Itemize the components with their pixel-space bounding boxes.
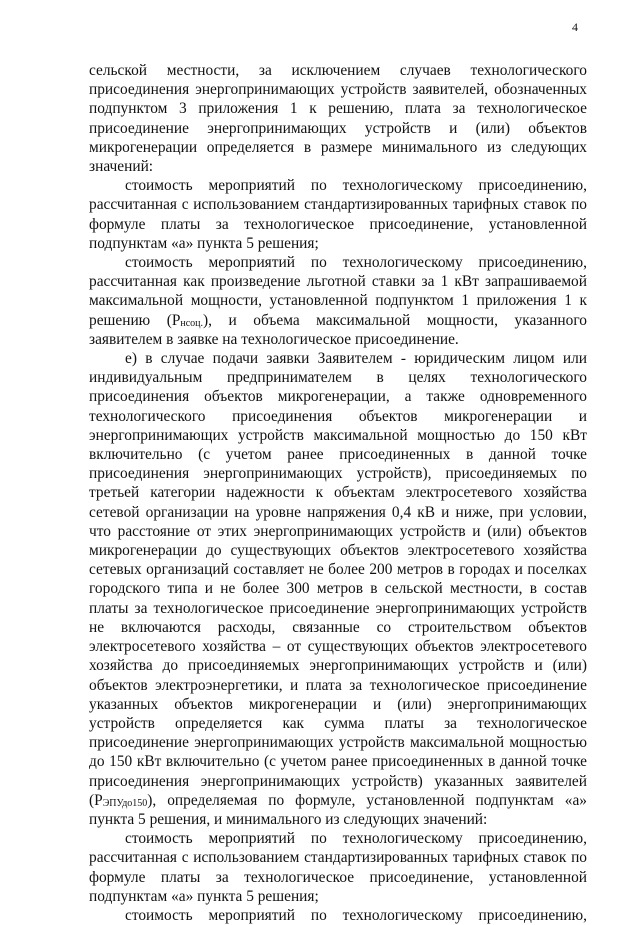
paragraph-4-text-start: е) в случае подачи заявки Заявителем - юридическим лицом или индивидуальным предпринимателем в целях технологического присоединения объектов микрогенерации, а также одновременного технологического присоединения объектов микрогенерации и энергопринимающих устройств максимальной мощностью до 150 кВт включительно (с учетом ранее присоединенных в данной точке присоединения энергопринимающих устройств), присоединяемых по третьей категории надежности к объектам электросетевого хозяйства сетевой организации на уровне напряжения 0,4 кВ и ниже, при условии, что расстояние от этих энергопринимающих устройств и (или) объектов микрогенерации до существующих объектов электросетевого хозяйства сетевых организаций составляет не более 200 метров в городах и поселках городского типа и не более 300 метров в сельской местности, в состав платы за технологическое присоединение энергопринимающих устройств не включаются расходы, связанные со строительством объектов электросетевого хозяйства – от существующих объектов электросетевого хозяйства до присоединяемых энергопринимающих устройств и (или) объектов электроэнергетики, и плата за технологическое присоединение указанных объектов микрогенерации и (или) энергопринимающих устройств определяется как сумма платы за технологическое присоединение энергопринимающих устройств максимальной мощностью до 150 кВт включительно (с учетом ранее присоединенных в данной точке присоединения энергопринимающих устройств) указанных заявителей (Р: [89, 350, 587, 809]
paragraph-4: [89, 349, 587, 829]
paragraph-3-text-end: ), и объема максимальной мощности, указанного заявителем в заявке на технологическое присоединение.: [89, 311, 587, 348]
page-number: 4: [572, 20, 578, 34]
paragraph-2: стоимость мероприятий по технологическому присоединению, рассчитанная с использованием стандартизированных тарифных ставок по формуле платы за технологическое присоединение, установленной подпунктам «а» пункта 5 решения;: [89, 177, 587, 252]
paragraph-3: [89, 253, 587, 349]
formula-subscript-nsoc: нсоц.: [180, 317, 204, 329]
paragraph-1: сельской местности, за исключением случаев технологического присоединения энергопринимающих устройств заявителей, обозначенных подпунктом 3 приложения 1 к решению, плата за технологическое присоединение энергопринимающих устройств и (или) объектов микрогенерации определяется в размере минимального из следующих значений:: [89, 62, 587, 176]
formula-subscript-epu150: ЭПУдо150: [102, 797, 148, 809]
paragraph-4-text-end: ), определяемая по формуле, установленной подпунктам «а» пункта 5 решения, и минимального из следующих значений:: [89, 791, 587, 828]
paragraph-3-text-start: стоимость мероприятий по технологическому присоединению, рассчитанная как произведение льготной ставки за 1 кВт запрашиваемой максимальной мощности, установленной подпунктом 1 приложения 1 к решению (Р: [89, 254, 587, 329]
document-body: [89, 61, 587, 925]
paragraph-5: стоимость мероприятий по технологическому присоединению, рассчитанная с использованием стандартизированных тарифных ставок по формуле платы за технологическое присоединение, установленной подпунктам «а» пункта 5 решения;: [89, 830, 587, 905]
paragraph-6: стоимость мероприятий по технологическому присоединению,: [125, 906, 587, 924]
